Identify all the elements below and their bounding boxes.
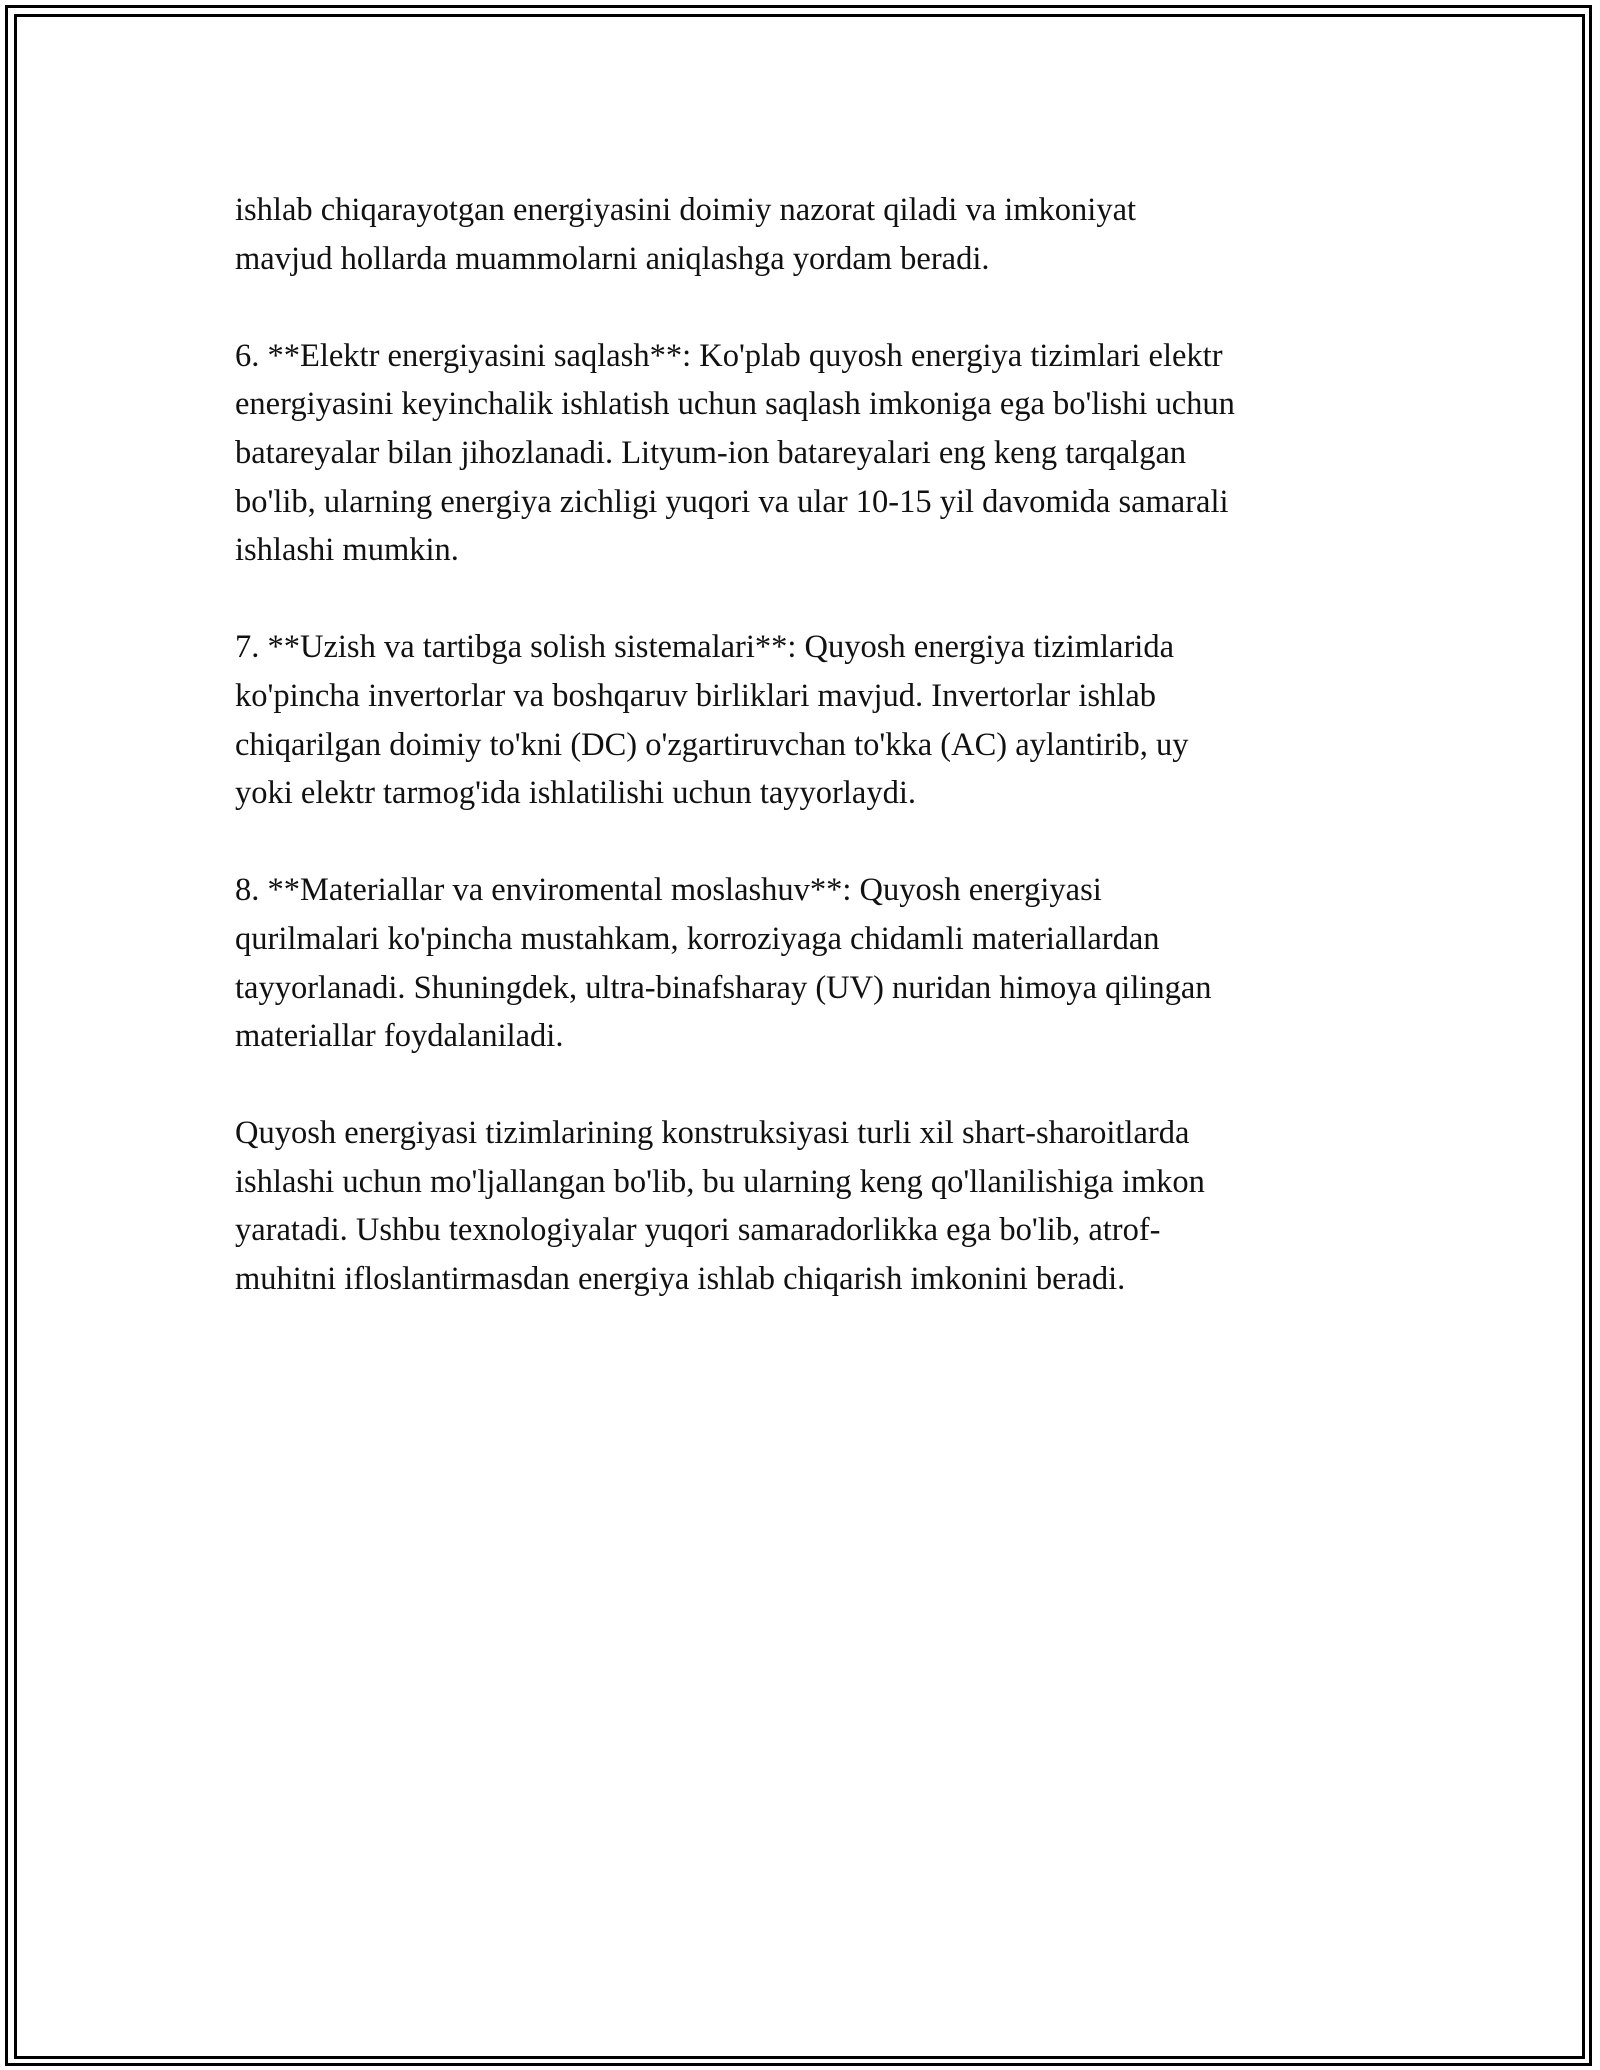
document-body [235, 186, 1395, 1352]
paragraph-item-6: 6. **Elektr energiyasini saqlash**: Ko'plab quyosh energiya tizimlari elektr energiyasini keyinchalik ishlatish uchun saqlash imkoniga ega bo'lishi uchun batareyalar bilan jihozlanadi. Lityum-ion batareyalari eng keng tarqalgan bo'lib, ularning energiya zichligi yuqori va ular 10-15 yil davomida samarali ishlashi mumkin. [235, 337, 1235, 569]
paragraph-continuation: ishlab chiqarayotgan energiyasini doimiy nazorat qiladi va imkoniyat mavjud hollarda muammolarni aniqlashga yordam beradi. [235, 192, 1137, 277]
paragraph-conclusion: Quyosh energiyasi tizimlarining konstruksiyasi turli xil shart-sharoitlarda ishlashi uchun mo'ljallangan bo'lib, bu ularning keng qo'llanilishiga imkon yaratadi. Ushbu texnologiyalar yuqori samaradorlikka ega bo'lib, atrof- muhitni ifloslantirmasdan energiya ishlab chiqarish imkonini beradi. [235, 1115, 1205, 1298]
paragraph-item-8: 8. **Materiallar va enviromental moslashuv**: Quyosh energiyasi qurilmalari ko'pincha mustahkam, korroziyaga chidamli materiallardan tayyorlanadi. Shuningdek, ultra-binafsharay (UV) nuridan himoya qilingan materiallar foydalaniladi. [235, 872, 1212, 1055]
paragraph-item-7: 7. **Uzish va tartibga solish sistemalari**: Quyosh energiya tizimlarida ko'pincha invertorlar va boshqaruv birliklari mavjud. Invertorlar ishlab chiqarilgan doimiy to'kni (DC) o'zgartiruvchan to'kka (AC) aylantirib, uy yoki elektr tarmog'ida ishlatilishi uchun tayyorlaydi. [235, 629, 1189, 812]
